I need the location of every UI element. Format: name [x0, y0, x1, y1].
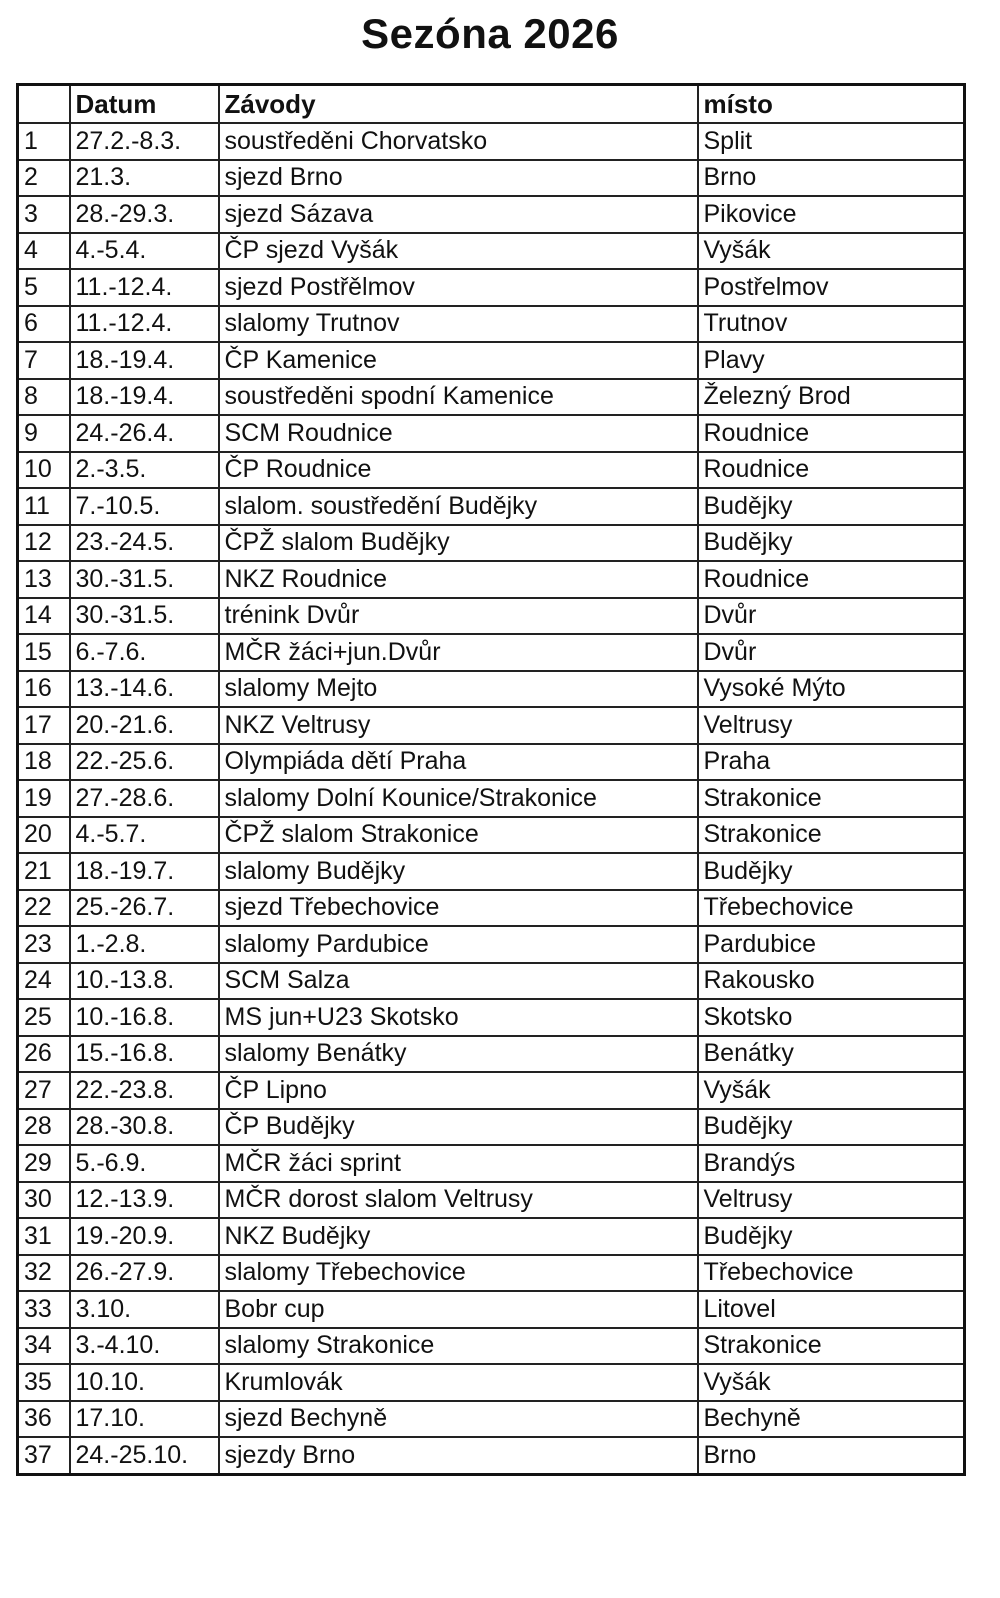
table-row [18, 342, 965, 379]
row-date: 17.10. [70, 1401, 219, 1438]
row-place: Vysoké Mýto [698, 671, 965, 708]
row-number: 36 [18, 1401, 70, 1438]
row-number: 26 [18, 1036, 70, 1073]
row-number: 2 [18, 160, 70, 197]
row-event: SCM Roudnice [219, 415, 698, 452]
row-date: 28.-29.3. [70, 196, 219, 233]
table-row [18, 744, 965, 781]
row-event: MČR dorost slalom Veltrusy [219, 1182, 698, 1219]
row-date: 10.-13.8. [70, 963, 219, 1000]
table-row [18, 196, 965, 233]
row-place: Budějky [698, 1218, 965, 1255]
row-event: sjezd Sázava [219, 196, 698, 233]
row-number: 14 [18, 598, 70, 635]
row-date: 11.-12.4. [70, 269, 219, 306]
row-number: 32 [18, 1255, 70, 1292]
row-number: 35 [18, 1364, 70, 1401]
row-date: 22.-23.8. [70, 1072, 219, 1109]
row-number: 22 [18, 890, 70, 927]
row-number: 37 [18, 1437, 70, 1474]
row-number: 17 [18, 707, 70, 744]
row-date: 24.-26.4. [70, 415, 219, 452]
row-date: 23.-24.5. [70, 525, 219, 562]
row-event: Olympiáda dětí Praha [219, 744, 698, 781]
row-place: Skotsko [698, 999, 965, 1036]
table-row [18, 379, 965, 416]
table-row [18, 999, 965, 1036]
row-place: Železný Brod [698, 379, 965, 416]
table-row [18, 1291, 965, 1328]
row-place: Vyšák [698, 1364, 965, 1401]
row-number: 7 [18, 342, 70, 379]
table-row [18, 1437, 965, 1474]
table-row [18, 525, 965, 562]
table-row [18, 598, 965, 635]
table-row [18, 488, 965, 525]
row-event: NKZ Roudnice [219, 561, 698, 598]
row-number: 29 [18, 1145, 70, 1182]
row-event: ČPŽ slalom Strakonice [219, 817, 698, 854]
row-place: Brno [698, 160, 965, 197]
row-number: 11 [18, 488, 70, 525]
table-row [18, 707, 965, 744]
row-event: sjezd Brno [219, 160, 698, 197]
row-event: Krumlovák [219, 1364, 698, 1401]
row-date: 27.2.-8.3. [70, 123, 219, 160]
row-date: 11.-12.4. [70, 306, 219, 343]
row-event: MS jun+U23 Skotsko [219, 999, 698, 1036]
row-number: 21 [18, 853, 70, 890]
row-place: Pikovice [698, 196, 965, 233]
column-header-date: Datum [70, 85, 219, 124]
row-number: 34 [18, 1328, 70, 1365]
table-row [18, 415, 965, 452]
row-event: soustředěni Chorvatsko [219, 123, 698, 160]
row-number: 33 [18, 1291, 70, 1328]
row-place: Vyšák [698, 233, 965, 270]
schedule-table [16, 83, 966, 1476]
table-row [18, 1401, 965, 1438]
row-event: ČP sjezd Vyšák [219, 233, 698, 270]
row-place: Split [698, 123, 965, 160]
column-header-event: Závody [219, 85, 698, 124]
row-date: 18.-19.7. [70, 853, 219, 890]
row-place: Strakonice [698, 780, 965, 817]
row-number: 27 [18, 1072, 70, 1109]
row-event: NKZ Veltrusy [219, 707, 698, 744]
table-row [18, 926, 965, 963]
row-event: slalomy Třebechovice [219, 1255, 698, 1292]
table-row [18, 233, 965, 270]
row-event: slalomy Strakonice [219, 1328, 698, 1365]
table-row [18, 1255, 965, 1292]
table-row [18, 561, 965, 598]
page-title: Sezóna 2026 [361, 10, 619, 57]
row-date: 1.-2.8. [70, 926, 219, 963]
row-number: 18 [18, 744, 70, 781]
row-event: SCM Salza [219, 963, 698, 1000]
row-place: Roudnice [698, 561, 965, 598]
row-number: 16 [18, 671, 70, 708]
row-date: 18.-19.4. [70, 379, 219, 416]
row-date: 21.3. [70, 160, 219, 197]
row-date: 24.-25.10. [70, 1437, 219, 1474]
row-date: 30.-31.5. [70, 598, 219, 635]
row-event: ČPŽ slalom Budějky [219, 525, 698, 562]
row-number: 5 [18, 269, 70, 306]
row-date: 18.-19.4. [70, 342, 219, 379]
row-place: Bechyně [698, 1401, 965, 1438]
row-event: sjezd Třebechovice [219, 890, 698, 927]
table-row [18, 160, 965, 197]
row-event: Bobr cup [219, 1291, 698, 1328]
table-row [18, 890, 965, 927]
row-event: MČR žáci sprint [219, 1145, 698, 1182]
table-row [18, 671, 965, 708]
row-event: trénink Dvůr [219, 598, 698, 635]
row-place: Budějky [698, 1109, 965, 1146]
table-row [18, 123, 965, 160]
row-event: ČP Budějky [219, 1109, 698, 1146]
row-place: Budějky [698, 488, 965, 525]
row-place: Roudnice [698, 452, 965, 489]
row-place: Praha [698, 744, 965, 781]
row-place: Roudnice [698, 415, 965, 452]
row-number: 13 [18, 561, 70, 598]
row-place: Dvůr [698, 598, 965, 635]
column-header-place: místo [698, 85, 965, 124]
row-date: 3.-4.10. [70, 1328, 219, 1365]
row-date: 30.-31.5. [70, 561, 219, 598]
row-place: Veltrusy [698, 1182, 965, 1219]
row-number: 15 [18, 634, 70, 671]
table-row [18, 634, 965, 671]
row-date: 20.-21.6. [70, 707, 219, 744]
row-date: 2.-3.5. [70, 452, 219, 489]
row-event: slalomy Pardubice [219, 926, 698, 963]
row-event: ČP Kamenice [219, 342, 698, 379]
row-event: sjezd Postřělmov [219, 269, 698, 306]
row-place: Rakousko [698, 963, 965, 1000]
row-number: 20 [18, 817, 70, 854]
row-place: Veltrusy [698, 707, 965, 744]
column-header-number [18, 85, 70, 124]
table-row [18, 1109, 965, 1146]
row-date: 12.-13.9. [70, 1182, 219, 1219]
row-date: 3.10. [70, 1291, 219, 1328]
row-number: 10 [18, 452, 70, 489]
row-date: 22.-25.6. [70, 744, 219, 781]
table-row [18, 306, 965, 343]
row-date: 6.-7.6. [70, 634, 219, 671]
row-number: 24 [18, 963, 70, 1000]
row-event: sjezd Bechyně [219, 1401, 698, 1438]
row-event: ČP Lipno [219, 1072, 698, 1109]
row-date: 28.-30.8. [70, 1109, 219, 1146]
row-place: Pardubice [698, 926, 965, 963]
row-event: NKZ Budějky [219, 1218, 698, 1255]
row-place: Plavy [698, 342, 965, 379]
row-number: 8 [18, 379, 70, 416]
row-date: 7.-10.5. [70, 488, 219, 525]
table-row [18, 452, 965, 489]
row-place: Brandýs [698, 1145, 965, 1182]
row-place: Třebechovice [698, 890, 965, 927]
table-row [18, 1328, 965, 1365]
row-event: slalomy Trutnov [219, 306, 698, 343]
table-row [18, 1036, 965, 1073]
row-number: 12 [18, 525, 70, 562]
table-row [18, 963, 965, 1000]
row-place: Dvůr [698, 634, 965, 671]
row-date: 27.-28.6. [70, 780, 219, 817]
row-date: 4.-5.4. [70, 233, 219, 270]
table-row [18, 1145, 965, 1182]
row-place: Benátky [698, 1036, 965, 1073]
row-date: 19.-20.9. [70, 1218, 219, 1255]
row-number: 3 [18, 196, 70, 233]
row-number: 9 [18, 415, 70, 452]
table-row [18, 1364, 965, 1401]
row-place: Budějky [698, 525, 965, 562]
row-number: 31 [18, 1218, 70, 1255]
row-event: slalomy Dolní Kounice/Strakonice [219, 780, 698, 817]
row-number: 19 [18, 780, 70, 817]
row-place: Strakonice [698, 817, 965, 854]
row-place: Vyšák [698, 1072, 965, 1109]
row-event: slalom. soustředění Budějky [219, 488, 698, 525]
row-number: 23 [18, 926, 70, 963]
table-row [18, 853, 965, 890]
row-date: 5.-6.9. [70, 1145, 219, 1182]
row-date: 13.-14.6. [70, 671, 219, 708]
row-place: Postřelmov [698, 269, 965, 306]
row-number: 6 [18, 306, 70, 343]
row-place: Strakonice [698, 1328, 965, 1365]
row-event: MČR žáci+jun.Dvůr [219, 634, 698, 671]
row-place: Litovel [698, 1291, 965, 1328]
row-place: Třebechovice [698, 1255, 965, 1292]
row-event: slalomy Budějky [219, 853, 698, 890]
row-date: 25.-26.7. [70, 890, 219, 927]
row-number: 30 [18, 1182, 70, 1219]
row-place: Budějky [698, 853, 965, 890]
row-date: 4.-5.7. [70, 817, 219, 854]
row-date: 15.-16.8. [70, 1036, 219, 1073]
row-event: ČP Roudnice [219, 452, 698, 489]
row-event: sjezdy Brno [219, 1437, 698, 1474]
table-row [18, 817, 965, 854]
table-row [18, 780, 965, 817]
row-date: 26.-27.9. [70, 1255, 219, 1292]
table-header-row [18, 85, 965, 124]
table-row [18, 1218, 965, 1255]
row-date: 10.10. [70, 1364, 219, 1401]
row-place: Trutnov [698, 306, 965, 343]
row-event: soustředěni spodní Kamenice [219, 379, 698, 416]
row-number: 25 [18, 999, 70, 1036]
row-date: 10.-16.8. [70, 999, 219, 1036]
table-row [18, 1182, 965, 1219]
row-number: 1 [18, 123, 70, 160]
row-number: 28 [18, 1109, 70, 1146]
row-event: slalomy Benátky [219, 1036, 698, 1073]
row-event: slalomy Mejto [219, 671, 698, 708]
table-row [18, 269, 965, 306]
row-number: 4 [18, 233, 70, 270]
table-row [18, 1072, 965, 1109]
row-place: Brno [698, 1437, 965, 1474]
